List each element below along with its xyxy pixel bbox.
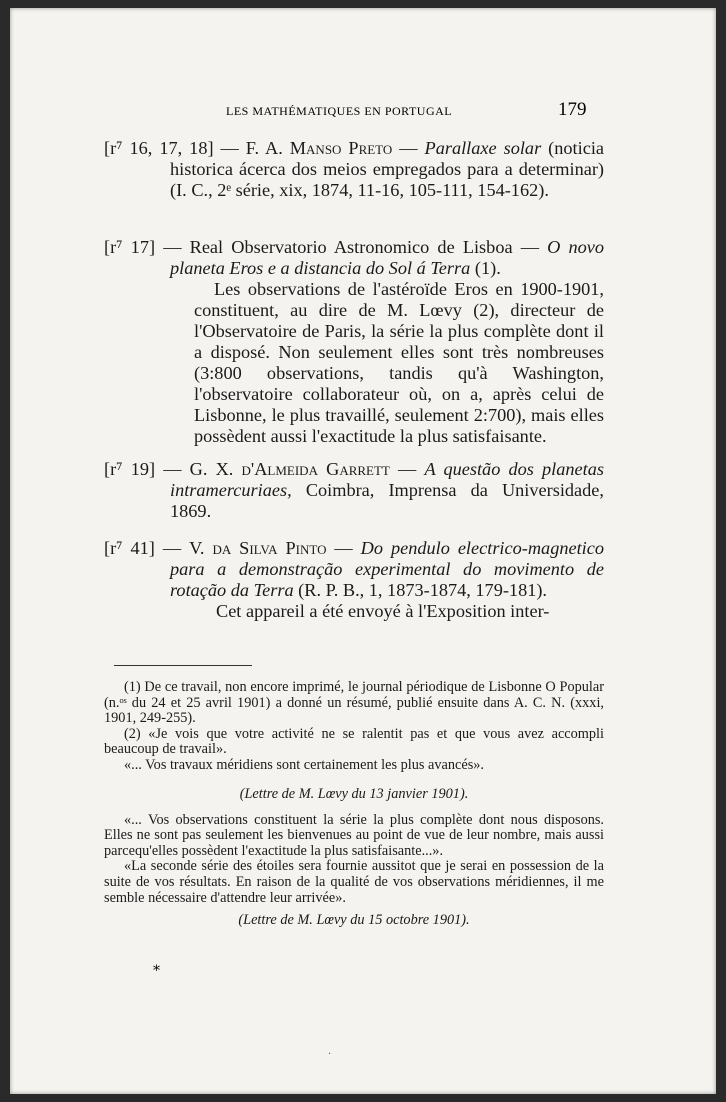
running-head: LES MATHÉMATIQUES EN PORTUGAL (226, 104, 453, 118)
entry-title: A questão dos planetas intramercuriaes, (170, 459, 604, 500)
footnote-4: «La seconde série des étoiles sera fournie aussitot que je serai en possession de la suite de vos résultats. En raison de la qualité de vos observations méridiennes, il me semble nécessaire d'attendre leur arrivée». (104, 858, 604, 906)
entry-4: [r⁷ 41] — V. da Silva Pinto — Do pendulo electrico-magnetico para a demonstração experimental do movimento de rotação da Terra (R. P. B., 1, 1873-1874, 179-181). Cet appareil a été envoyé à l'Exposition inter- (104, 538, 605, 621)
footnote-2b: «... Vos travaux méridiens sont certainement les plus avancés». (124, 756, 484, 773)
entry-author: G. X. d'Almeida Garrett (189, 459, 390, 479)
entry-title: Do pendulo electrico-magnetico para a demonstração experimental do movimento de rotação da Terra (170, 538, 605, 600)
entry-ref: [r⁷ 17] (104, 237, 156, 257)
entry-ref: [r⁷ 19] (104, 459, 156, 479)
entry-title: Parallaxe solar (424, 138, 542, 158)
entry-ref: [r⁷ 41] (104, 538, 155, 558)
footnote-1: (1) De ce travail, non encore imprimé, le journal périodique de Lisbonne O Popular (n.ᵒˢ du 24 et 25 avril 1901) a donné un résumé, publié ensuite dans A. C. N. (xxxi, 1901, 249-255). (104, 679, 604, 727)
entry-paragraph: Cet appareil a été envoyé à l'Exposition inter- (216, 601, 550, 621)
entry-author: V. da Silva Pinto (189, 538, 327, 558)
asterisk-mark: * (153, 963, 160, 979)
entry-rest: (R. P. B., 1, 1873-1874, 179-181). (298, 580, 548, 600)
entry-author: Real Observatorio Astronomico de Lisboa (189, 237, 513, 257)
entry-2: [r⁷ 17] — Real Observatorio Astronomico de Lisboa — O novo planeta Eros e a distancia do Sol á Terra (1). Les observations de l'astéroïde Eros en 1900-1901, constituent, au dire de M. Lœvy (2), directeur de l'Observatoire de Paris, la série la plus complète dont il a disposé. Non seulement elles sont très nombreuses (3:800 observations, tandis qu'à Washington, l'observatoire collaborateur où, on a, après celui de Lisbonne, le plus travaillé, seulement 2:700), mais elles possèdent aussi l'exactitude la plus satisfaisante. (104, 237, 605, 446)
page (10, 8, 716, 1094)
print-speck: · (328, 1049, 332, 1060)
entry-rest: (1). (474, 258, 501, 278)
footnote-signature-1: (Lettre de M. Lœvy du 13 janvier 1901). (239, 785, 469, 802)
entry-3: [r⁷ 19] — G. X. d'Almeida Garrett — A questão dos planetas intramercuriaes, Coimbra, Imprensa da Universidade, 1869. (104, 459, 604, 521)
footnote-rule (114, 665, 252, 666)
entry-ref: [r⁷ 16, 17, 18] (104, 138, 214, 158)
entry-paragraph: Les observations de l'astéroïde Eros en 1900-1901, constituent, au dire de M. Lœvy (2), directeur de l'Observatoire de Paris, la série la plus complète dont il a disposé. Non seulement elles sont très nombreuses (3:800 observations, tandis qu'à Washington, l'observatoire collaborateur où, on a, après celui de Lisbonne, le plus travaillé, seulement 2:700), mais elles possèdent aussi l'exactitude la plus satisfaisante. (194, 279, 604, 446)
entry-rest: (noticia historica ácerca dos meios empregados para a determinar) (I. C., 2ᵉ série, xix, 1874, 11-16, 105-111, 154-162). (170, 138, 605, 200)
page-number: 179 (558, 99, 587, 120)
entry-title: O novo planeta Eros e a distancia do Sol á Terra (170, 237, 605, 278)
footnote-3: «... Vos observations constituent la série la plus complète dont nous disposons. Elles ne sont pas seulement les bienvenues au point de vue de leur nombre, mais aussi parcequ'elles possèdent l'exactitude la plus satisfaisante...». (104, 811, 604, 859)
footnotes (104, 680, 604, 929)
entry-1: [r⁷ 16, 17, 18] — F. A. Manso Preto — Parallaxe solar (noticia historica ácerca dos meios empregados para a determinar) (I. C., 2ᵉ série, xix, 1874, 11-16, 105-111, 154-162). (104, 138, 605, 200)
footnote-signature-2: (Lettre de M. Lœvy du 15 octobre 1901). (238, 912, 470, 929)
footnote-2: (2) «Je vois que votre activité ne se ralentit pas et que vous avez accompli beaucoup de travail». (104, 725, 604, 758)
entry-author: F. A. Manso Preto (245, 138, 393, 158)
entry-rest: Coimbra, Imprensa da Universidade, 1869. (170, 480, 604, 521)
